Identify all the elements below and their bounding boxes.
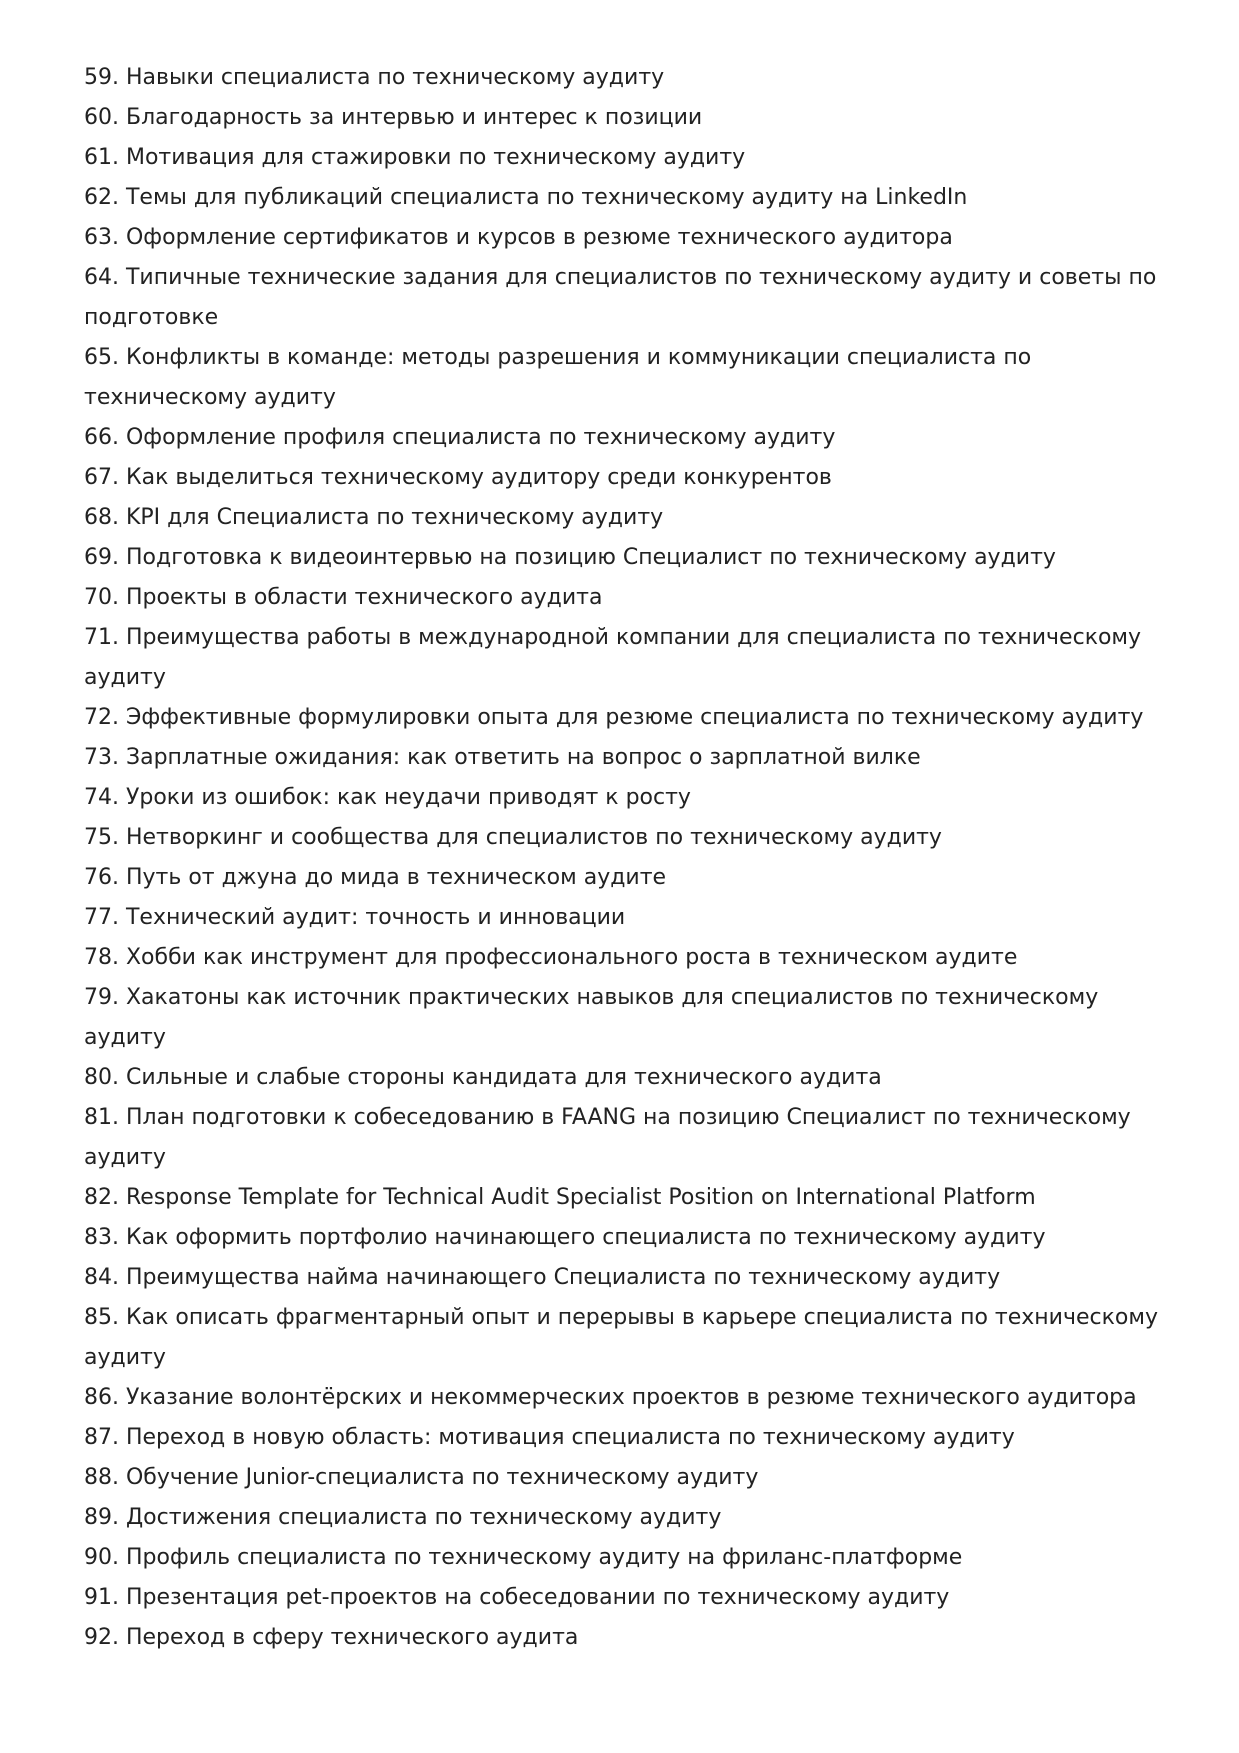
list-item: 79. Хакатоны как источник практических навыков для специалистов по техническому аудиту	[84, 985, 1099, 1050]
list-item: 60. Благодарность за интервью и интерес к позиции	[84, 105, 703, 130]
list-item: 59. Навыки специалиста по техническому аудиту	[84, 65, 665, 90]
list-item: 76. Путь от джуна до мида в техническом аудите	[84, 865, 667, 890]
list-item: 61. Мотивация для стажировки по техническому аудиту	[84, 145, 746, 170]
list-item: 83. Как оформить портфолио начинающего специалиста по техническому аудиту	[84, 1225, 1046, 1250]
list-item: 89. Достижения специалиста по техническому аудиту	[84, 1505, 722, 1530]
list-item: 85. Как описать фрагментарный опыт и перерывы в карьере специалиста по техническому аудиту	[84, 1305, 1158, 1370]
list-item: 82. Response Template for Technical Audit Specialist Position on International Platform	[84, 1185, 1036, 1210]
list-item: 63. Оформление сертификатов и курсов в резюме технического аудитора	[84, 225, 953, 250]
list-item: 84. Преимущества найма начинающего Специалиста по техническому аудиту	[84, 1265, 1001, 1290]
list-item: 75. Нетворкинг и сообщества для специалистов по техническому аудиту	[84, 825, 942, 850]
list-item: 66. Оформление профиля специалиста по техническому аудиту	[84, 425, 836, 450]
list-item: 62. Темы для публикаций специалиста по техническому аудиту на LinkedIn	[84, 185, 968, 210]
list-item: 80. Сильные и слабые стороны кандидата для технического аудита	[84, 1065, 882, 1090]
list-item: 81. План подготовки к собеседованию в FAANG на позицию Специалист по техническому аудиту	[84, 1105, 1131, 1170]
list-item: 92. Переход в сферу технического аудита	[84, 1625, 579, 1650]
list-item: 78. Хобби как инструмент для профессионального роста в техническом аудите	[84, 945, 1018, 970]
list-item: 88. Обучение Junior-специалиста по техническому аудиту	[84, 1465, 759, 1490]
list-item: 77. Технический аудит: точность и инновации	[84, 905, 626, 930]
list-item: 65. Конфликты в команде: методы разрешения и коммуникации специалиста по техническому аудиту	[84, 345, 1032, 410]
list-item: 72. Эффективные формулировки опыта для резюме специалиста по техническому аудиту	[84, 705, 1144, 730]
list-item: 91. Презентация pet-проектов на собеседовании по техническому аудиту	[84, 1585, 950, 1610]
list-item: 71. Преимущества работы в международной компании для специалиста по техническому аудиту	[84, 625, 1142, 690]
list-item: 86. Указание волонтёрских и некоммерческих проектов в резюме технического аудитора	[84, 1385, 1137, 1410]
list-item: 68. KPI для Специалиста по техническому аудиту	[84, 505, 664, 530]
list-item: 87. Переход в новую область: мотивация специалиста по техническому аудиту	[84, 1425, 1015, 1450]
list-item: 70. Проекты в области технического аудита	[84, 585, 603, 610]
list-item: 67. Как выделиться техническому аудитору среди конкурентов	[84, 465, 832, 490]
list-item: 74. Уроки из ошибок: как неудачи приводят к росту	[84, 785, 691, 810]
topic-list	[84, 58, 1174, 1658]
list-item: 73. Зарплатные ожидания: как ответить на вопрос о зарплатной вилке	[84, 745, 921, 770]
list-item: 64. Типичные технические задания для специалистов по техническому аудиту и советы по подготовке	[84, 265, 1157, 330]
list-item: 69. Подготовка к видеоинтервью на позицию Специалист по техническому аудиту	[84, 545, 1056, 570]
list-item: 90. Профиль специалиста по техническому аудиту на фриланс-платформе	[84, 1545, 963, 1570]
